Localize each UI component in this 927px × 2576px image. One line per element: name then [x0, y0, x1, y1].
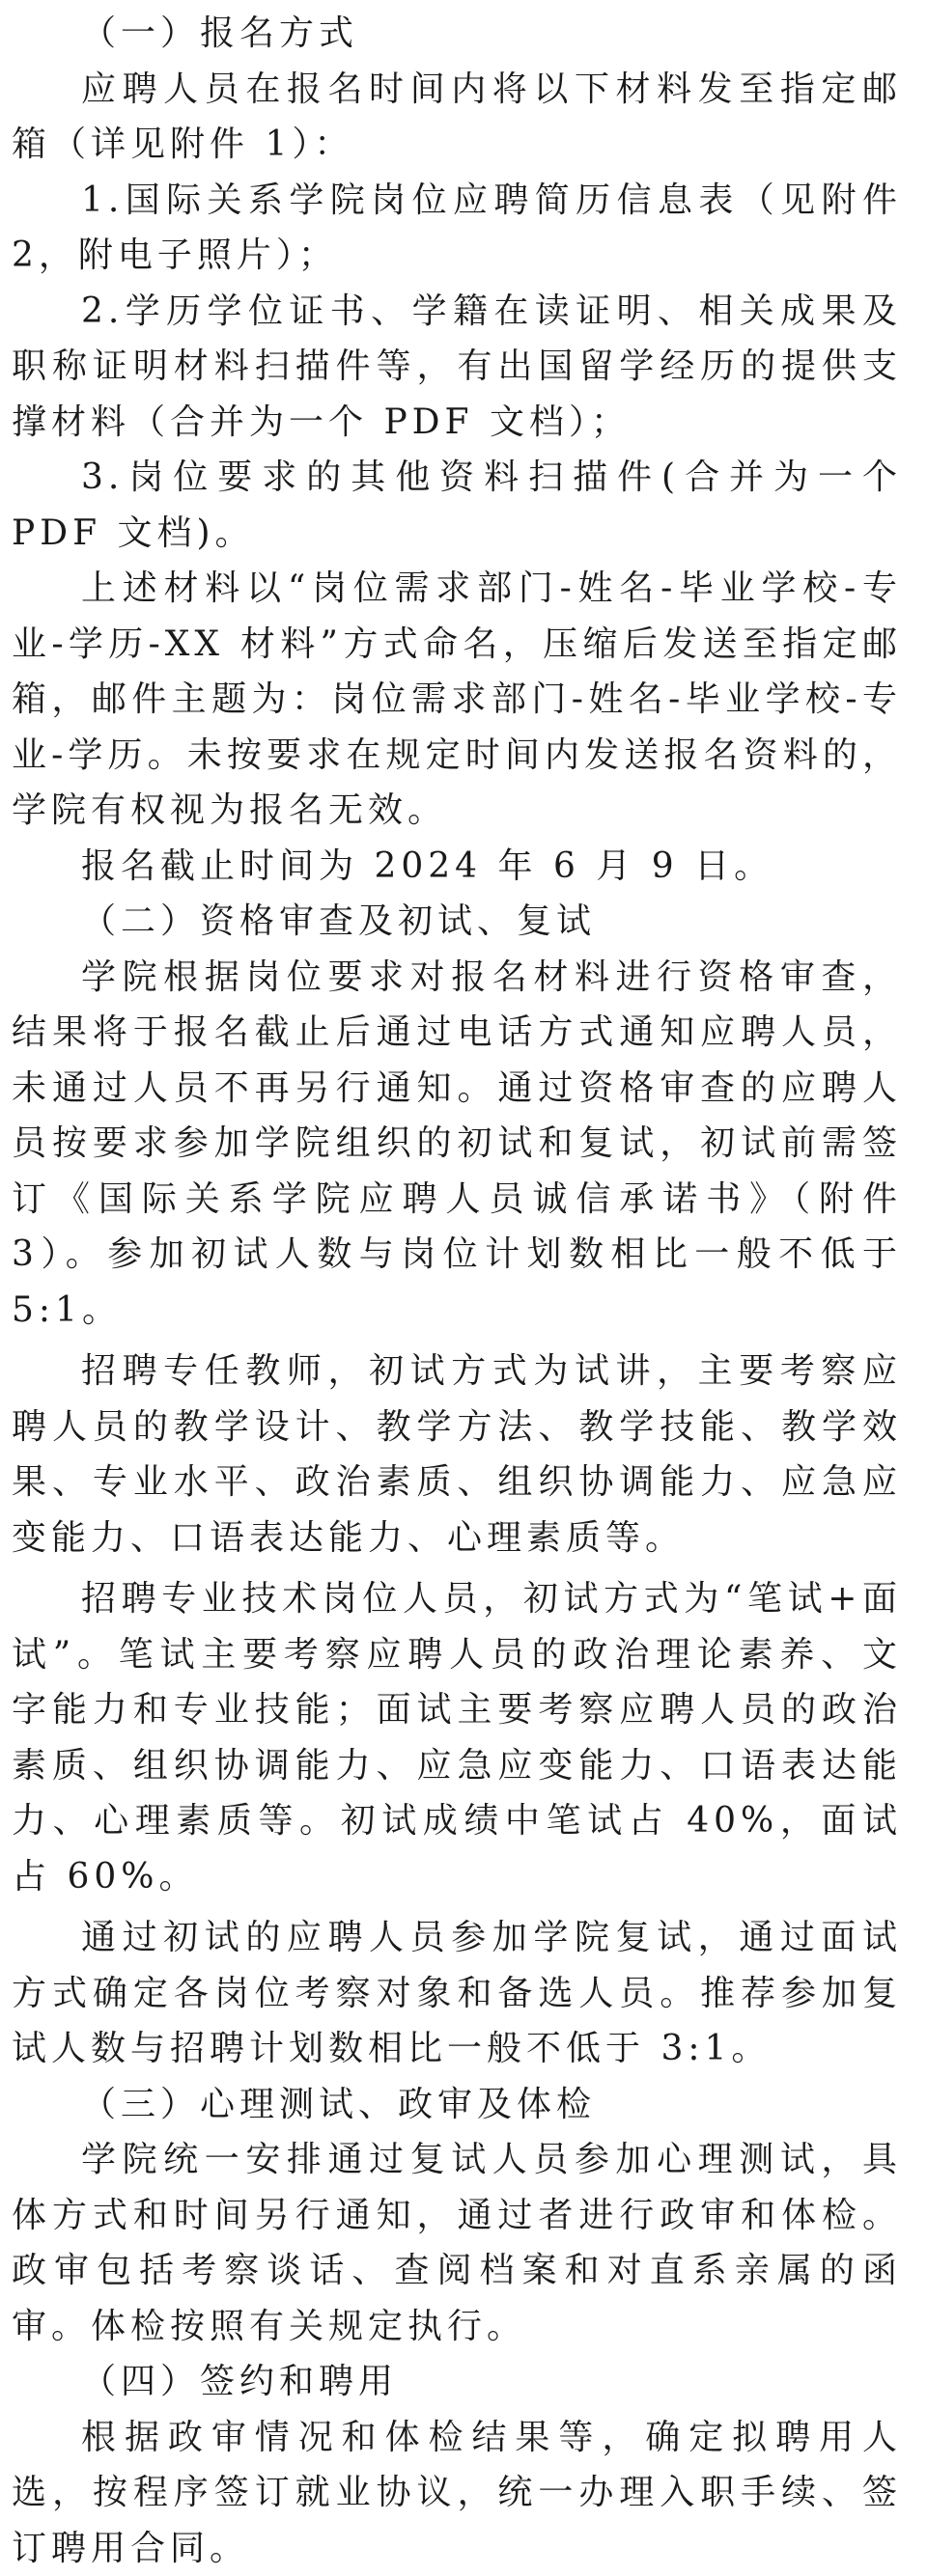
section-heading-4: （四）签约和聘用 [0, 2354, 927, 2410]
paragraph: 通过初试的应聘人员参加学院复试，通过面试方式确定各岗位考察对象和备选人员。推荐参加复试人数与招聘计划数相比一般不低于 3:1。 [0, 1910, 927, 2077]
paragraph: 根据政审情况和体检结果等，确定拟聘用人选，按程序签订就业协议，统一办理入职手续、签订聘用合同。 [0, 2410, 927, 2576]
paragraph: 3.岗位要求的其他资料扫描件(合并为一个 PDF 文档)。 [0, 450, 927, 561]
section-heading-2: （二）资格审查及初试、复试 [0, 894, 927, 950]
paragraph: 2.学历学位证书、学籍在读证明、相关成果及职称证明材料扫描件等，有出国留学经历的提供支撑材料（合并为一个 PDF 文档）； [0, 284, 927, 451]
paragraph: 报名截止时间为 2024 年 6 月 9 日。 [0, 839, 927, 895]
paragraph: 应聘人员在报名时间内将以下材料发至指定邮箱（详见附件 1）： [0, 62, 927, 173]
document-body [0, 6, 927, 2576]
paragraph: 上述材料以“岗位需求部门-姓名-毕业学校-专业-学历-XX 材料”方式命名，压缩后发送至指定邮箱，邮件主题为：岗位需求部门-姓名-毕业学校-专业-学历。未按要求在规定时间内发送报名资料的，学院有权视为报名无效。 [0, 561, 927, 839]
section-heading-1: （一）报名方式 [0, 6, 927, 62]
paragraph: 学院根据岗位要求对报名材料进行资格审查，结果将于报名截止后通过电话方式通知应聘人员，未通过人员不再另行通知。通过资格审查的应聘人员按要求参加学院组织的初试和复试，初试前需签订《国际关系学院应聘人员诚信承诺书》（附件 3）。参加初试人数与岗位计划数相比一般不低于 5:1。 [0, 950, 927, 1339]
paragraph: 招聘专任教师，初试方式为试讲，主要考察应聘人员的教学设计、教学方法、教学技能、教学效果、专业水平、政治素质、组织协调能力、应急应变能力、口语表达能力、心理素质等。 [0, 1343, 927, 1565]
paragraph: 学院统一安排通过复试人员参加心理测试，具体方式和时间另行通知，通过者进行政审和体检。政审包括考察谈话、查阅档案和对直系亲属的函审。体检按照有关规定执行。 [0, 2132, 927, 2354]
paragraph: 1.国际关系学院岗位应聘简历信息表（见附件 2，附电子照片）； [0, 173, 927, 284]
paragraph: 招聘专业技术岗位人员，初试方式为“笔试+面试”。笔试主要考察应聘人员的政治理论素养、文字能力和专业技能；面试主要考察应聘人员的政治素质、组织协调能力、应急应变能力、口语表达能力、心理素质等。初试成绩中笔试占 40%，面试占 60%。 [0, 1571, 927, 1904]
section-heading-3: （三）心理测试、政审及体检 [0, 2077, 927, 2133]
